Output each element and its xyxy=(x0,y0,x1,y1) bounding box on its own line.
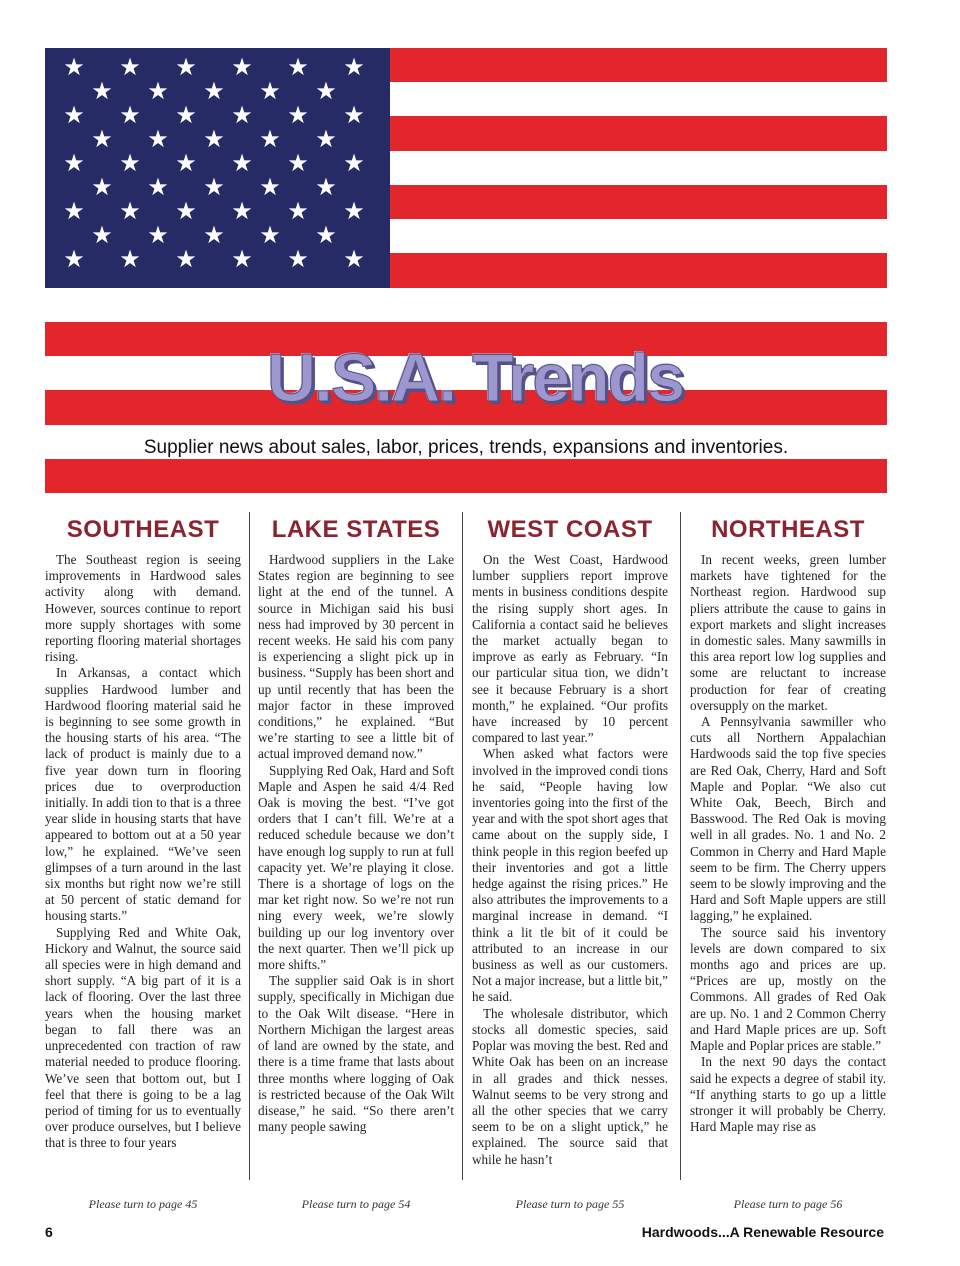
star-icon: ★ xyxy=(175,101,197,129)
star-icon: ★ xyxy=(91,221,113,249)
star-icon: ★ xyxy=(315,173,337,201)
paragraph: The Southeast region is seeing improvements in Hardwood sales activity along with demand. However, sources continue to report more supply shortages with some reporting flooring material shortages rising. xyxy=(45,552,241,665)
star-icon: ★ xyxy=(343,53,365,81)
flag-stripe xyxy=(45,288,887,323)
star-icon: ★ xyxy=(315,221,337,249)
column-body xyxy=(258,552,454,1180)
star-icon: ★ xyxy=(315,77,337,105)
banner-subtitle: Supplier news about sales, labor, prices, trends, expansions and inventories. xyxy=(143,437,789,458)
star-icon: ★ xyxy=(63,101,85,129)
star-icon: ★ xyxy=(175,53,197,81)
continuation-note: Please turn to page 54 xyxy=(301,1197,411,1211)
star-icon: ★ xyxy=(259,173,281,201)
banner-title: U.S.A. Trends xyxy=(266,340,684,416)
star-icon: ★ xyxy=(63,197,85,225)
flag-canton xyxy=(45,48,390,288)
star-icon: ★ xyxy=(63,53,85,81)
column-southeast xyxy=(45,512,241,1192)
column-body xyxy=(690,552,886,1180)
star-icon: ★ xyxy=(147,125,169,153)
star-icon: ★ xyxy=(287,149,309,177)
star-icon: ★ xyxy=(315,125,337,153)
paragraph: In recent weeks, green lumber markets have tightened for the Northeast region. Hardwood sup pliers attribute the cause to gains in export markets and slight increases in domestic sales. Many sawmills in this area report low log supplies and some are reluctant to increase production for fear of creating oversupply on the market. xyxy=(690,552,886,713)
star-icon: ★ xyxy=(63,245,85,273)
star-icon: ★ xyxy=(203,221,225,249)
star-icon: ★ xyxy=(91,125,113,153)
column-body xyxy=(45,552,241,1180)
paragraph: Supplying Red Oak, Hard and Soft Maple and Aspen he said 4/4 Red Oak is moving the best. “I’ve got orders that I can’t fill. We’re at a reduced schedule because we don’t have enough log supply to run at full capacity yet. We’re playing it close. There is a shortage of logs on the mar ket right now. So we’re not run ning every week, we’re slowly building up our log inventory over the next quarter. Then we’ll pick up more shifts.” xyxy=(258,762,454,973)
column-divider xyxy=(249,512,250,1180)
paragraph: On the West Coast, Hardwood lumber suppliers report improve ments in business conditions despite the rising supply short ages. In California a contact said he believes the market actually began to improve as early as February. “In our particular situa tion, we didn’t see it because February is a short month,” he explained. “Our profits have increased by 10 percent compared to last year.” xyxy=(472,552,668,746)
star-icon: ★ xyxy=(231,53,253,81)
star-icon: ★ xyxy=(203,77,225,105)
star-icon: ★ xyxy=(259,125,281,153)
column-northeast xyxy=(690,512,886,1192)
column-heading: NORTHEAST xyxy=(711,516,865,543)
paragraph: The wholesale distributor, which stocks all domestic species, said Poplar was moving the best. Red and White Oak has been on an increase in all grades and thick nesses. Walnut seems to be very strong and all the other species that we carry seem to be on a slight uptick,” he explained. The source said that while he hasn’t xyxy=(472,1005,668,1167)
column-heading: LAKE STATES xyxy=(271,516,441,543)
column-divider xyxy=(680,512,681,1180)
star-icon: ★ xyxy=(147,173,169,201)
star-icon: ★ xyxy=(287,245,309,273)
star-icon: ★ xyxy=(147,77,169,105)
paragraph: In Arkansas, a contact which supplies Hardwood lumber and Hardwood flooring material said he is beginning to see some growth in the housing starts of his area. “The lack of product is mainly due to a five year down turn in flooring prices due to overproduction initially. In addi tion to that is a three year slide in housing starts that have appeared to bottom out at a 50 year low,” he explained. “We’ve seen glimpses of a turn around in the last six months but right now we’re still at 50 percent of static demand for housing starts.” xyxy=(45,665,241,924)
paragraph: When asked what factors were involved in the improved condi tions he said, “People having low inventories going into the first of the year and with the spot short ages that came about on the supply side, I think people in this region beefed up their inventories and got a little hedge against the rising prices.” He also attributes the improvements to a marginal increase in demand. “I think a lit tle bit of it could be attributed to an increase in our business as well as our customers. Not a major increase, but a little bit,” he said. xyxy=(472,746,668,1005)
continuation-note: Please turn to page 56 xyxy=(733,1197,843,1211)
star-icon: ★ xyxy=(287,197,309,225)
star-icon: ★ xyxy=(231,149,253,177)
paragraph: Hardwood suppliers in the Lake States region are beginning to see light at the end of the tunnel. A source in Michigan said his busi ness had improved by 30 percent in recent weeks. He said his com pany is experiencing a slight pick up in business. “Supply has been short and up until recently that has been the major factor in these improved conditions,” he explained. “But we’re starting to see a little bit of actual improved demand now.” xyxy=(258,552,454,762)
paragraph: In the next 90 days the contact said he expects a degree of stabil ity. “If anything starts to go up a little stronger it will probably be Cherry. Hard Maple may rise as xyxy=(690,1054,886,1135)
paragraph: The supplier said Oak is in short supply, specifically in Michigan due to the Oak Wilt disease. “Here in Northern Michigan the largest areas of land are owned by the state, and there is a time frame that lasts about three months where logging of Oak is restricted because of the Oak Wilt disease,” he said. “So there aren’t many people sawing xyxy=(258,973,454,1135)
star-icon: ★ xyxy=(343,149,365,177)
star-icon: ★ xyxy=(91,173,113,201)
star-icon: ★ xyxy=(259,77,281,105)
column-west-coast xyxy=(472,512,668,1192)
star-icon: ★ xyxy=(287,53,309,81)
star-icon: ★ xyxy=(231,101,253,129)
star-icon: ★ xyxy=(343,197,365,225)
star-icon: ★ xyxy=(119,101,141,129)
star-icon: ★ xyxy=(203,125,225,153)
column-divider xyxy=(462,512,463,1180)
star-icon: ★ xyxy=(231,197,253,225)
page-number: 6 xyxy=(45,1224,53,1240)
star-icon: ★ xyxy=(63,149,85,177)
publication-title: Hardwoods...A Renewable Resource xyxy=(641,1224,884,1240)
star-icon: ★ xyxy=(119,245,141,273)
column-lake-states xyxy=(258,512,454,1192)
star-icon: ★ xyxy=(231,245,253,273)
column-heading: WEST COAST xyxy=(487,516,653,543)
continuation-note: Please turn to page 55 xyxy=(515,1197,625,1211)
star-icon: ★ xyxy=(175,197,197,225)
column-heading: SOUTHEAST xyxy=(66,516,220,543)
paragraph: The source said his inventory levels are down compared to six months ago and prices are up. “Prices are up, mostly on the Commons. All grades of Red Oak are up. No. 1 and 2 Common Cherry and Hard Maple prices are up. Soft Maple and Poplar prices are stable.” xyxy=(690,924,886,1054)
star-icon: ★ xyxy=(119,149,141,177)
paragraph: Supplying Red and White Oak, Hickory and Walnut, the source said all species were in high demand and short supply. “A big part of it is a lack of flooring. Over the last three years when the housing market began to fall there was an unprecedented con traction of raw material needed to produce flooring. We’ve seen that bottom out, but I feel that there is going to be a lag period of timing for us to eventually over produce ourselves, but I believe that is three to four years xyxy=(45,924,241,1151)
star-icon: ★ xyxy=(203,173,225,201)
usa-flag-banner xyxy=(45,48,887,493)
star-icon: ★ xyxy=(343,101,365,129)
star-icon: ★ xyxy=(119,197,141,225)
star-icon: ★ xyxy=(287,101,309,129)
star-icon: ★ xyxy=(343,245,365,273)
star-icon: ★ xyxy=(175,149,197,177)
star-icon: ★ xyxy=(91,77,113,105)
star-icon: ★ xyxy=(147,221,169,249)
star-icon: ★ xyxy=(119,53,141,81)
star-icon: ★ xyxy=(259,221,281,249)
paragraph: A Pennsylvania sawmiller who cuts all Northern Appalachian Hardwoods said the top five species are Red Oak, Cherry, Hard and Soft Maple and Poplar. “We also cut White Oak, Beech, Birch and Basswood. The Red Oak is moving well in all grades. No. 1 and No. 2 Common in Cherry and Hard Maple seem to be firm. The Cherry uppers seem to be slowly improving and the Hard and Soft Maple uppers are still lagging,” he explained. xyxy=(690,714,886,924)
column-body xyxy=(472,552,668,1180)
continuation-note: Please turn to page 45 xyxy=(88,1197,198,1211)
star-icon: ★ xyxy=(175,245,197,273)
